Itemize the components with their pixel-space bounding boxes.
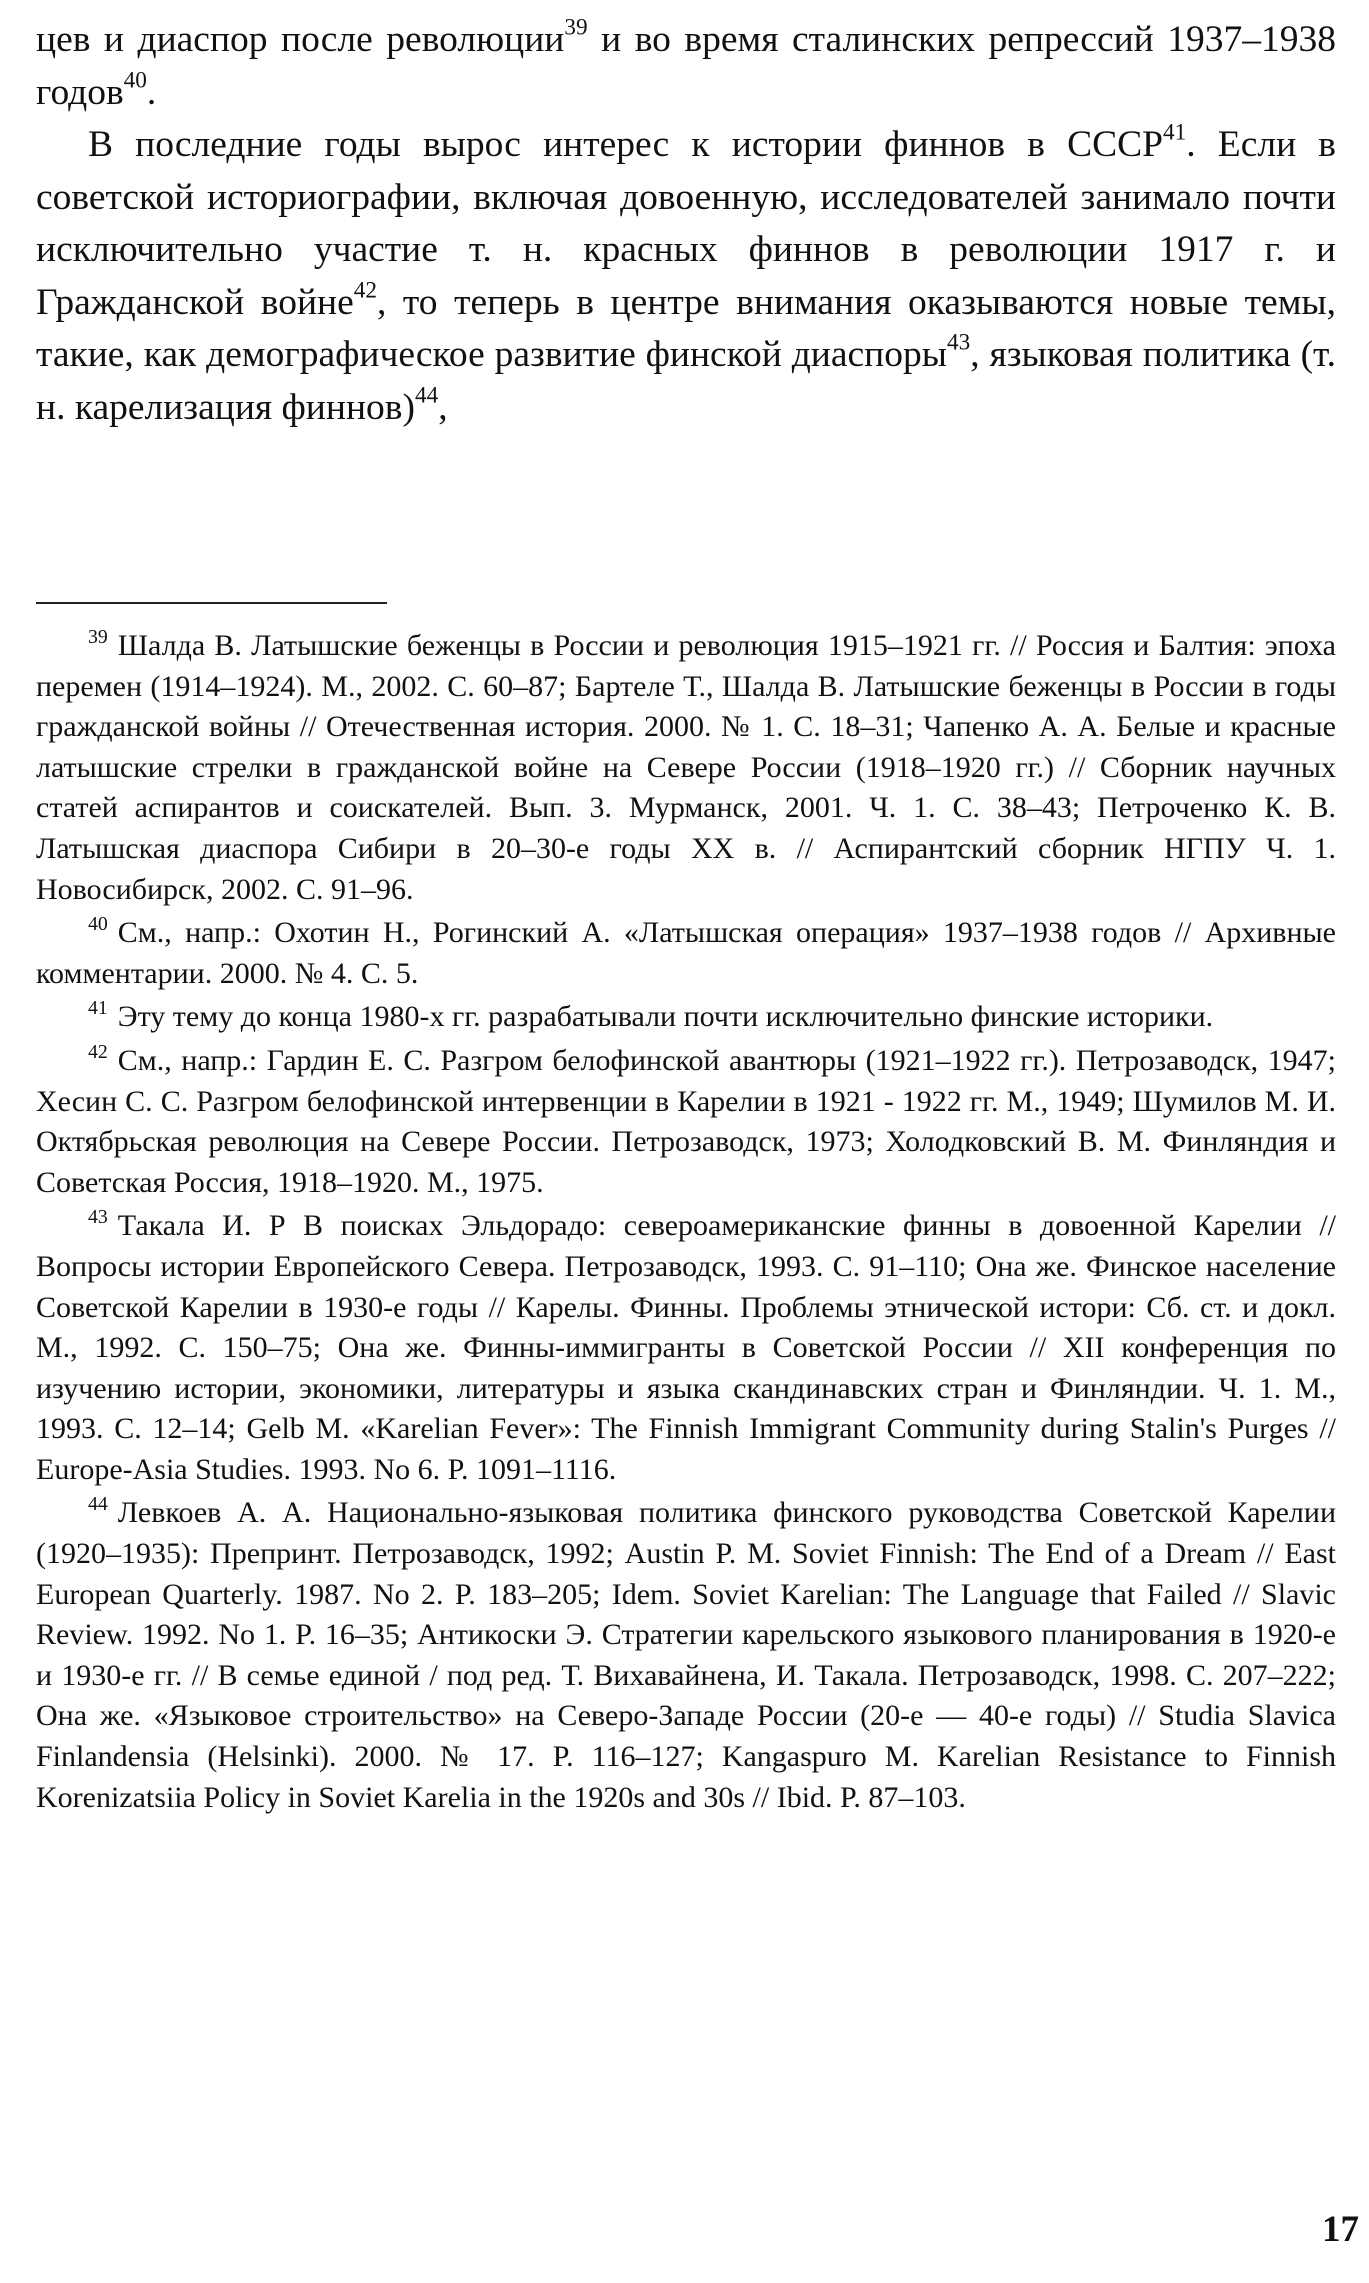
footnote-ref-42: 42 xyxy=(353,276,377,303)
footnote-text: Такала И. Р В поисках Эльдорадо: североамериканские финны в довоенной Карелии // Вопросы истории Европейского Севера. Петрозаводск, 1993. С. 91–110; Она же. Финское население Советской Карелии в 1930-е годы // Карелы. Финны. Проблемы этнической истори: Сб. ст. и докл. М., 1992. С. 150–75; Она же. Финны-иммигранты в Советской России // XII конференция по изучению истории, экономики, литературы и языка скандинавских стран и Финляндии. Ч. 1. М., 1993. С. 12–14; Gelb M. «Karelian Fever»: The Finnish Immigrant Community during Stalin's Purges // Europe-Asia Studies. 1993. No 6. P. 1091–1116. xyxy=(36,1209,1336,1486)
paragraph-1-text-c: . xyxy=(146,71,157,113)
footnote-divider xyxy=(36,602,387,604)
footnote-text: См., напр.: Охотин Н., Рогинский А. «Латышская операция» 1937–1938 годов // Архивные комментарии. 2000. № 4. С. 5. xyxy=(36,916,1336,990)
footnote-39 xyxy=(36,626,1336,910)
footnote-ref-40: 40 xyxy=(123,66,147,93)
paragraph-2-text-b: . Если в советской историографии, включая довоенную, исследователей занимало почти исключительно участие т. н. красных финнов в революции 1917 г. и Гражданской войне xyxy=(36,124,1336,323)
footnote-ref-43: 43 xyxy=(946,329,971,356)
footnote-text: Эту тему до конца 1980-х гг. разрабатывали почти исключительно финские историки. xyxy=(117,1000,1214,1034)
paragraph-1 xyxy=(36,14,1336,119)
footnote-ref-39: 39 xyxy=(564,14,588,41)
footnote-ref-44: 44 xyxy=(414,381,439,408)
footnote-text: См., напр.: Гардин Е. С. Разгром белофинской авантюры (1921–1922 гг.). Петрозаводск, 1947; Хесин С. С. Разгром белофинской интервенции в Карелии в 1921 - 1922 гг. М., 1949; Шумилов М. И. Октябрьская революция на Севере России. Петрозаводск, 1973; Холодковский В. М. Финляндия и Советская Россия, 1918–1920. М., 1975. xyxy=(36,1043,1336,1199)
footnote-number: 39 xyxy=(88,625,108,648)
footnote-44 xyxy=(36,1493,1336,1818)
paragraph-2 xyxy=(36,119,1336,434)
book-page xyxy=(36,14,1336,1814)
page-number: 17 xyxy=(1322,2209,1359,2250)
footnote-42 xyxy=(36,1041,1336,1203)
footnote-40 xyxy=(36,913,1336,994)
footnote-number: 41 xyxy=(88,997,108,1020)
paragraph-2-text-c: , то теперь в центре внимания оказываются новые темы, такие, как демографическое развитие финской диаспоры xyxy=(36,281,1336,375)
footnote-43 xyxy=(36,1206,1336,1490)
footnote-text: Шалда В. Латышские беженцы в России и революция 1915–1921 гг. // Россия и Балтия: эпоха перемен (1914–1924). М., 2002. С. 60–87; Бартеле Т., Шалда В. Латышские беженцы в России в годы гражданской войны // Отечественная история. 2000. № 1. С. 18–31; Чапенко А. А. Белые и красные латышские стрелки в гражданской войне на Севере России (1918–1920 гг.) // Сборник научных статей аспирантов и соискателей. Вып. 3. Мурманск, 2001. Ч. 1. С. 38–43; Петроченко К. В. Латышская диаспора Сибири в 20–30-е годы XX в. // Аспирантский сборник НГПУ Ч. 1. Новосибирск, 2002. С. 91–96. xyxy=(36,629,1336,906)
footnote-number: 40 xyxy=(88,912,108,935)
paragraph-2-text-d: , языковая политика (т. н. карелизация финнов) xyxy=(36,334,1336,428)
footnote-ref-41: 41 xyxy=(1163,119,1187,146)
footnote-number: 43 xyxy=(88,1206,108,1229)
footnote-41 xyxy=(36,997,1336,1038)
footnote-number: 42 xyxy=(88,1040,108,1063)
footnote-text: Левкоев А. А. Национально-языковая политика финского руководства Советской Карелии (1920–1935): Препринт. Петрозаводск, 1992; Austin P. M. Soviet Finnish: The End of a Dream // East European Quarterly. 1987. No 2. P. 183–205; Idem. Soviet Karelian: The Language that Failed // Slavic Review. 1992. No 1. P. 16–35; Антикоски Э. Стратегии карельского языкового планирования в 1920-е и 1930-е гг. // В семье единой / под ред. Т. Вихавайнена, И. Такала. Петрозаводск, 1998. С. 207–222; Она же. «Языковое строительство» на Северо-Западе России (20-е — 40-е годы) // Studia Slavica Finlandensia (Helsinki). 2000. № 17. P. 116–127; Kangaspuro M. Karelian Resistance to Finnish Korenizatsiia Policy in Soviet Karelia in the 1920s and 30s // Ibid. P. 87–103. xyxy=(36,1496,1336,1814)
footnotes xyxy=(36,626,1336,1821)
main-text xyxy=(36,14,1336,434)
paragraph-1-text-a: цев и диаспор после революции xyxy=(36,19,565,60)
paragraph-2-text-a: В последние годы вырос интерес к истории финнов в СССР xyxy=(88,124,1164,165)
paragraph-2-text-e: , xyxy=(438,386,448,428)
paragraph-1-text-b: и во время сталинских репрессий 1937–1938 годов xyxy=(36,19,1336,113)
footnote-number: 44 xyxy=(88,1493,108,1516)
